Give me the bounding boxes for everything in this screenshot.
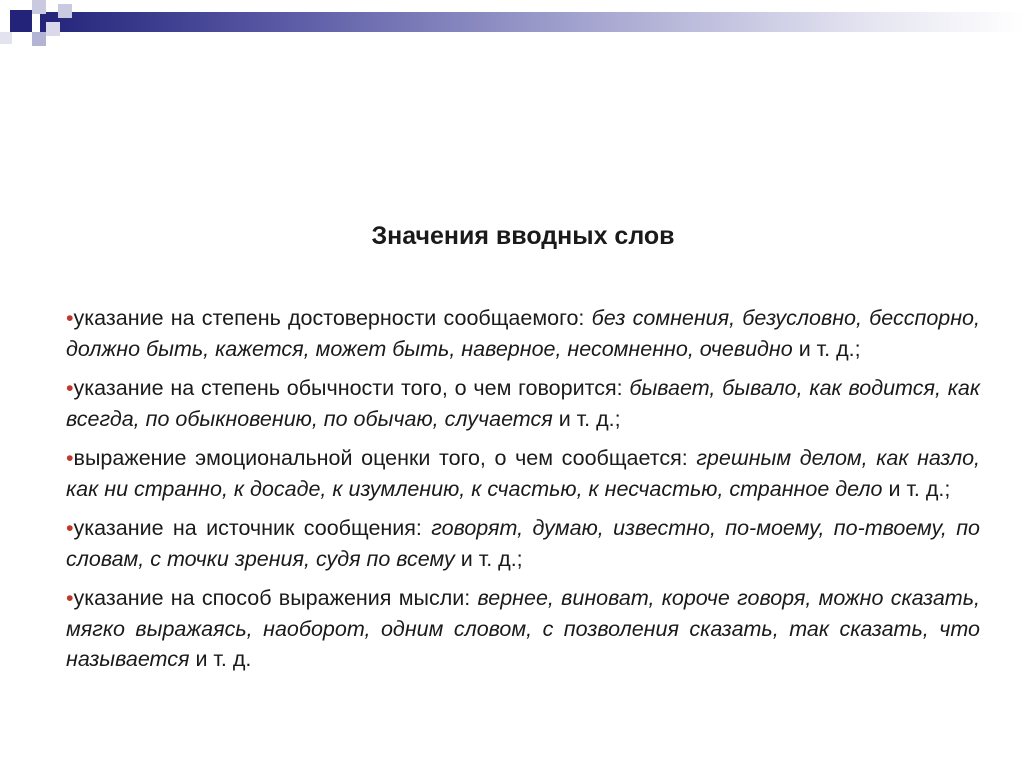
header-gradient-band [40, 12, 1024, 32]
decor-square [32, 32, 46, 46]
item-lead: указание на степень достоверности сообщаемого: [73, 306, 592, 330]
bullet-item-expression [66, 583, 980, 675]
item-examples: без сомнения, безусловно, бесспорно, должно быть, кажется, может быть, наверное, несомненно, очевидно [66, 306, 980, 361]
item-tail: и т. д.; [454, 546, 523, 571]
bullet-item-source [66, 513, 980, 574]
item-lead: указание на степень обычности того, о чем говорится: [73, 376, 630, 400]
item-lead: указание на источник сообщения: [73, 516, 432, 540]
bullet-item-emotion [66, 443, 980, 504]
item-tail: и т. д.; [792, 336, 861, 361]
decor-square [58, 4, 72, 18]
bullet-item-usualness [66, 373, 980, 434]
bullet-icon: • [66, 376, 74, 400]
bullet-list [66, 303, 980, 684]
item-tail: и т. д.; [552, 406, 621, 431]
item-lead: указание на способ выражения мысли: [73, 586, 478, 610]
slide-title: Значения вводных слов [371, 222, 675, 250]
item-examples: бывает, бывало, как водится, как всегда, по обыкновению, по обычаю, случается [66, 376, 980, 431]
item-examples: говорят, думаю, известно, по-моему, по-твоему, по словам, с точки зрения, судя по всему [66, 516, 980, 571]
decor-square [46, 22, 60, 36]
bullet-icon: • [66, 306, 74, 330]
decor-square [10, 10, 32, 32]
bullet-icon: • [66, 586, 74, 610]
item-examples: вернее, виноват, короче говоря, можно сказать, мягко выражаясь, наоборот, одним словом, с позволения сказать, так сказать, что называется [66, 586, 980, 671]
bullet-icon: • [66, 446, 74, 470]
item-tail: и т. д. [189, 647, 252, 671]
bullet-item-reliability [66, 303, 980, 364]
bullet-icon: • [66, 516, 74, 540]
decor-square [32, 0, 46, 14]
item-examples: грешным делом, как назло, как ни странно, к досаде, к изумлению, к счастью, к несчастью, странное дело [66, 446, 980, 501]
decor-square [0, 32, 12, 44]
item-tail: и т. д.; [882, 476, 951, 501]
item-lead: выражение эмоциональной оценки того, о чем сообщается: [73, 446, 697, 470]
